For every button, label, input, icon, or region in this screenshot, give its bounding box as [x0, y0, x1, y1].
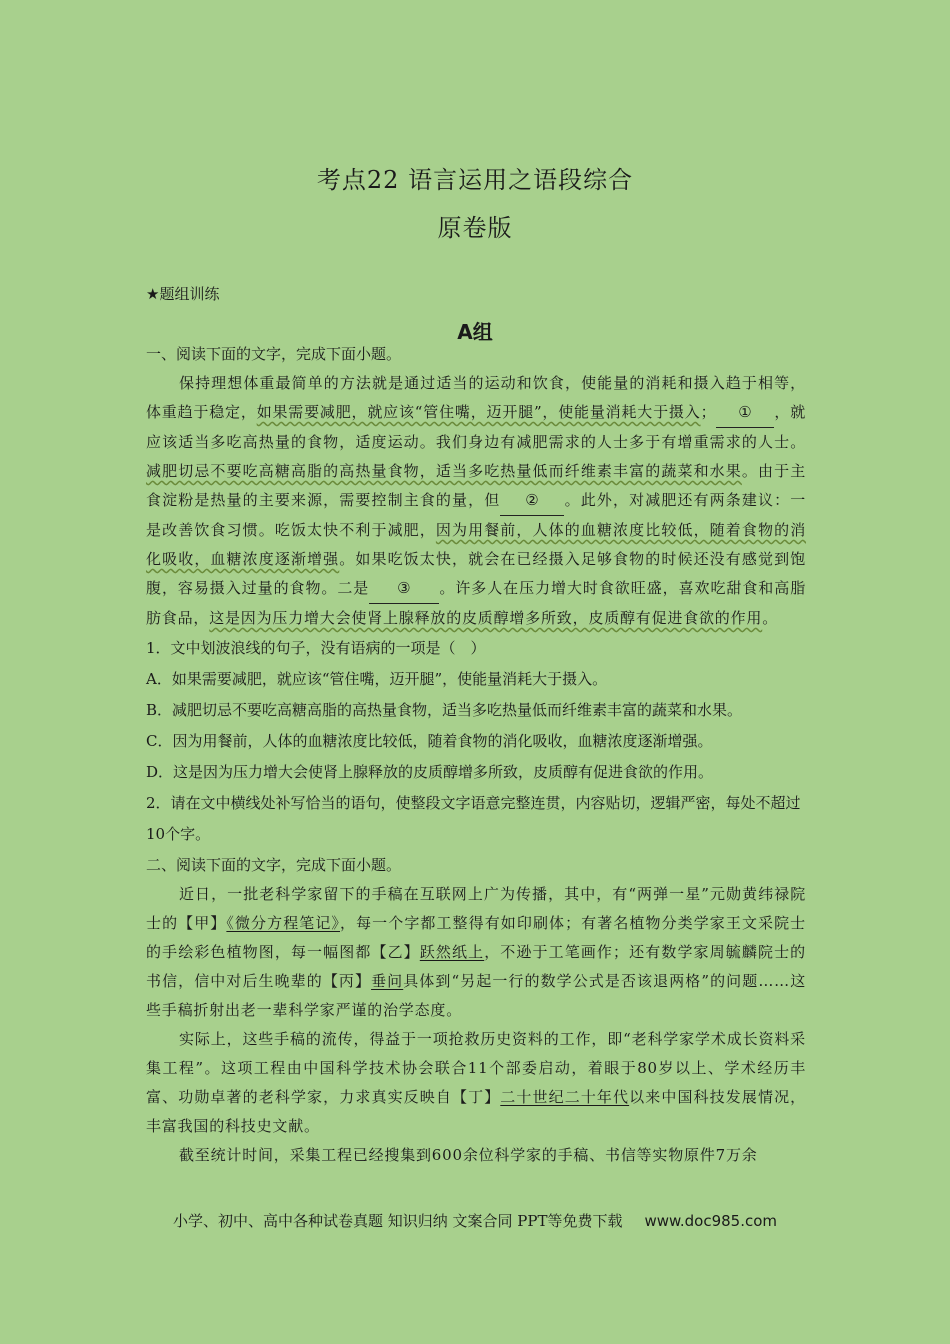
question-1: 1．文中划波浪线的句子，没有语病的一项是（ ）	[146, 639, 486, 657]
wavy-sentence-c: 因为用餐前，人体的血糖浓度比较低，随着食物的消化吸收，血糖浓度逐渐增强	[146, 521, 806, 568]
option-b: B．减肥切忌不要吃高糖高脂的高热量食物，适当多吃热量低而纤维素丰富的蔬菜和水果。	[146, 701, 743, 719]
underlined-term-ding: 二十世纪二十年代	[500, 1088, 630, 1106]
footer-text: 小学、初中、高中各种试卷真题 知识归纳 文案合同 PPT等免费下载	[172, 1212, 623, 1230]
wavy-sentence-a: 如果需要减肥，就应该“管住嘴，迈开腿”，使能量消耗大于摄入	[256, 403, 701, 421]
underlined-term-bing: 垂问	[371, 972, 404, 990]
question-2: 2．请在文中横线处补写恰当的语句，使整段文字语意完整连贯，内容贴切，逻辑严密，每处不超过10个字。	[146, 794, 801, 843]
passage-two-para-1: 近日，一批老科学家留下的手稿在互联网上广为传播，其中，有“两弹一星”元勋黄纬禄院士的【甲】《微分方程笔记》，每一个字都工整得有如印刷体；有著名植物分类学家王文采院士的手绘彩色植物图，每一幅图都【乙】跃然纸上，不逊于工笔画作；还有数学家周毓麟院士的书信，信中对后生晚辈的【丙】垂问具体到“另起一行的数学公式是否该退两格”的问题……这些手稿折射出老一辈科学家严谨的治学态度。	[146, 885, 807, 1019]
underlined-term-jia: 《微分方程笔记》	[226, 914, 341, 932]
option-d: D．这是因为压力增大会使肾上腺释放的皮质醇增多所致，皮质醇有促进食欲的作用。	[146, 763, 714, 781]
wavy-sentence-d: 这是因为压力增大会使肾上腺释放的皮质醇增多所致，皮质醇有促进食欲的作用	[209, 609, 763, 627]
option-a: A．如果需要减肥，就应该“管住嘴，迈开腿”，使能量消耗大于摄入。	[146, 670, 608, 688]
passage-one: 保持理想体重最简单的方法就是通过适当的运动和饮食，使能量的消耗和摄入趋于相等，体重趋于稳定，如果需要减肥，就应该“管住嘴，迈开腿”，使能量消耗大于摄入； ① ，就应该适当多吃高热量的食物，适度运动。我们身边有减肥需求的人士多于有增重需求的人士。减肥切忌不要吃高糖高脂的高热量食物，适当多吃热量低而纤维素丰富的蔬菜和水果。由于主食淀粉是热量的主要来源，需要控制主食的量，但 ② 。此外，对减肥还有两条建议：一是改善饮食习惯。吃饭太快不利于减肥，因为用餐前，人体的血糖浓度比较低，随着食物的消化吸收，血糖浓度逐渐增强。如果吃饭太快，就会在已经摄入足够食物的时候还没有感觉到饱腹，容易摄入过量的食物。二是 ③ 。许多人在压力增大时食欲旺盛，喜欢吃甜食和高脂肪食品，这是因为压力增大会使肾上腺释放的皮质醇增多所致，皮质醇有促进食欲的作用。	[146, 374, 807, 627]
footer-link[interactable]: www.doc985.com	[644, 1212, 778, 1230]
underlined-term-yi: 跃然纸上	[419, 943, 485, 961]
drill-heading: ★题组训练	[146, 285, 220, 303]
wavy-sentence-b: 减肥切忌不要吃高糖高脂的高热量食物，适当多吃热量低而纤维素丰富的蔬菜和水果	[146, 462, 742, 480]
section-one-heading: 一、阅读下面的文字，完成下面小题。	[146, 345, 402, 363]
page-subtitle: 原卷版	[437, 214, 513, 242]
blank-1: ①	[716, 398, 774, 428]
page-title: 考点22 语言运用之语段综合	[316, 166, 634, 194]
section-one	[146, 339, 806, 1170]
footer	[0, 1210, 950, 1231]
option-c: C．因为用餐前，人体的血糖浓度比较低，随着食物的消化吸收，血糖浓度逐渐增强。	[146, 732, 713, 750]
blank-2: ②	[500, 486, 564, 516]
group-heading: A组	[457, 320, 493, 344]
passage-two-para-2: 实际上，这些手稿的流传，得益于一项抢救历史资料的工作，即“老科学家学术成长资料采集工程”。这项工程由中国科学技术协会联合11个部委启动，着眼于80岁以上、学术经历丰富、功勋卓著的老科学家，力求真实反映自【丁】二十世纪二十年代以来中国科技发展情况，丰富我国的科技史文献。	[146, 1030, 806, 1135]
blank-3: ③	[369, 574, 439, 604]
passage-two-para-3: 截至统计时间，采集工程已经搜集到600余位科学家的手稿、书信等实物原件7万余	[179, 1146, 758, 1164]
section-two-heading: 二、阅读下面的文字，完成下面小题。	[146, 856, 402, 874]
